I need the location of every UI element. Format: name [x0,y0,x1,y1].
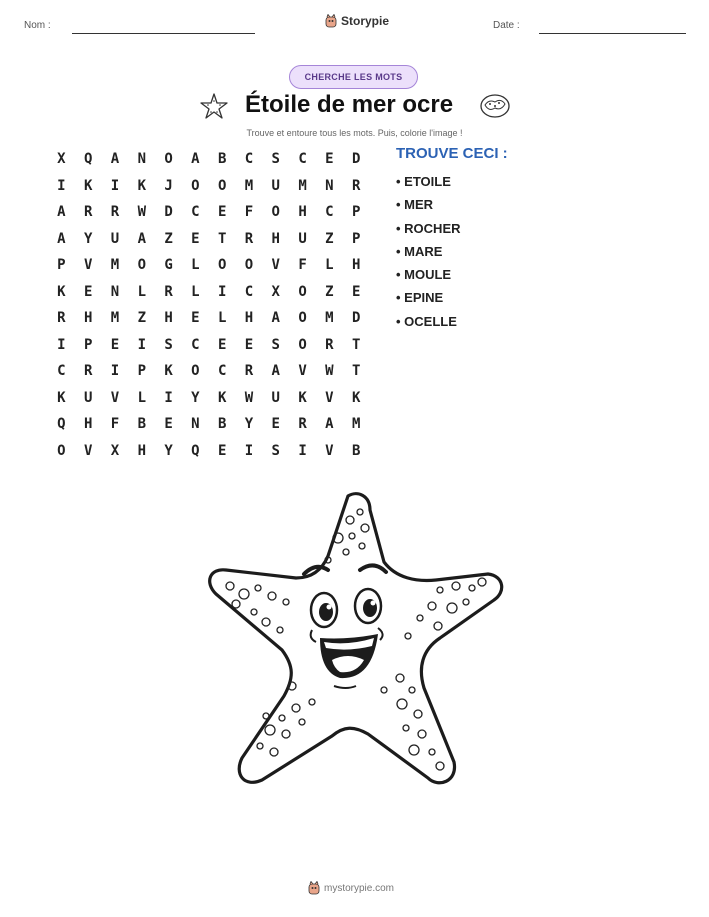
grid-letter[interactable]: T [351,336,361,353]
activity-badge: CHERCHE LES MOTS [289,65,418,89]
grid-letter[interactable]: C [298,151,307,168]
date-label: Date : [493,20,520,31]
grid-letter[interactable]: R [298,416,307,433]
grid-row [48,226,370,253]
grid-letter[interactable]: I [110,363,120,380]
grid-row [48,358,370,385]
grid-letter[interactable]: H [83,310,93,327]
grid-letter[interactable]: W [244,389,254,406]
starfish-coloring-image[interactable] [200,490,510,790]
grid-letter[interactable]: S [271,442,280,459]
grid-row [48,385,370,412]
word-list-item: • ROCHER [396,220,461,236]
grid-letter[interactable]: O [244,257,254,274]
grid-letter[interactable]: H [164,310,173,327]
grid-letter[interactable]: C [217,363,227,380]
grid-letter[interactable]: B [217,416,227,433]
grid-letter[interactable]: P [83,336,93,353]
grid-letter[interactable]: E [191,230,200,247]
grid-letter[interactable]: J [164,177,173,194]
grid-letter[interactable]: E [217,204,227,221]
grid-letter[interactable]: V [83,442,93,459]
word-list-item: • OCELLE [396,313,457,329]
grid-letter[interactable]: R [57,310,66,327]
word-list-item: • EPINE [396,290,444,306]
grid-letter[interactable]: R [351,177,361,194]
grid-letter[interactable]: E [217,336,227,353]
grid-letter[interactable]: R [110,204,120,221]
grid-letter[interactable]: V [83,257,93,274]
grid-letter[interactable]: E [191,310,200,327]
grid-letter[interactable]: O [217,177,227,194]
grid-letter[interactable]: C [191,204,200,221]
grid-letter[interactable]: E [325,151,334,168]
grid-letter[interactable]: E [164,416,173,433]
grid-letter[interactable]: C [244,151,254,168]
grid-letter[interactable]: N [325,177,334,194]
grid-letter[interactable]: H [244,310,254,327]
grid-letter[interactable]: M [110,257,120,274]
grid-letter[interactable]: X [110,442,120,459]
footer [308,881,394,895]
grid-letter[interactable]: C [244,283,254,300]
footer-website: mystorypie.com [324,882,395,894]
word-list-item: • MARE [396,243,443,259]
grid-letter[interactable]: I [57,177,66,194]
grid-letter[interactable]: L [325,257,334,274]
name-line[interactable] [72,33,255,34]
grid-letter[interactable]: U [271,389,280,406]
grid-letter[interactable]: I [244,442,254,459]
grid-letter[interactable]: M [351,416,361,433]
grid-letter[interactable]: F [244,204,254,221]
grid-row [48,252,370,279]
grid-letter[interactable]: V [271,257,280,274]
grid-letter[interactable]: P [137,363,146,380]
grid-letter[interactable]: H [271,230,280,247]
grid-letter[interactable]: K [83,177,93,194]
grid-letter[interactable]: F [298,257,307,274]
grid-row [48,305,370,332]
grid-letter[interactable]: K [57,283,66,300]
grid-letter[interactable]: S [164,336,173,353]
grid-letter[interactable]: E [351,283,361,300]
grid-letter[interactable]: D [351,310,361,327]
grid-letter[interactable]: O [191,177,200,194]
grid-letter[interactable]: I [164,389,173,406]
grid-letter[interactable]: O [298,310,307,327]
instructions: Trouve et entoure tous les mots. Puis, colorie l'image ! [246,128,463,138]
name-label: Nom : [24,20,51,31]
grid-letter[interactable]: U [83,389,93,406]
grid-row [48,173,370,200]
grid-letter[interactable]: O [57,442,66,459]
grid-letter[interactable]: I [57,336,66,353]
grid-letter[interactable]: W [325,363,334,380]
grid-letter[interactable]: E [271,416,280,433]
grid-letter[interactable]: O [191,363,200,380]
grid-letter[interactable]: I [110,177,120,194]
grid-letter[interactable]: F [110,416,120,433]
grid-row [48,411,370,438]
grid-letter[interactable]: I [137,336,146,353]
grid-letter[interactable]: C [191,336,200,353]
grid-letter[interactable]: C [57,363,66,380]
page-title: Étoile de mer ocre [245,91,454,118]
grid-letter[interactable]: E [217,442,227,459]
grid-letter[interactable]: H [351,257,361,274]
grid-letter[interactable]: O [271,204,280,221]
grid-letter[interactable]: B [351,442,361,459]
grid-letter[interactable]: M [110,310,120,327]
grid-letter[interactable]: R [244,230,254,247]
grid-letter[interactable]: O [164,151,173,168]
grid-letter[interactable]: D [351,151,361,168]
grid-letter[interactable]: X [57,151,66,168]
grid-letter[interactable]: H [83,416,93,433]
grid-row [48,199,370,226]
grid-letter[interactable]: V [298,363,307,380]
grid-letter[interactable]: Q [191,442,200,459]
grid-letter[interactable]: A [325,416,334,433]
word-list-item: • MER [396,197,434,213]
grid-letter[interactable]: A [271,310,280,327]
grid-letter[interactable]: M [325,310,334,327]
grid-letter[interactable]: A [191,151,200,168]
grid-letter[interactable]: X [271,283,280,300]
word-list [396,170,461,333]
date-line[interactable] [539,33,686,34]
grid-letter[interactable]: M [298,177,307,194]
grid-letter[interactable]: H [298,204,307,221]
grid-letter[interactable]: S [271,336,280,353]
grid-letter[interactable]: O [298,283,307,300]
grid-letter[interactable]: U [271,177,280,194]
sea-rock-icon [479,93,511,119]
grid-letter[interactable]: V [110,389,120,406]
grid-letter[interactable]: K [164,363,173,380]
grid-letter[interactable]: K [57,389,66,406]
grid-letter[interactable]: C [325,204,334,221]
grid-letter[interactable]: Z [164,230,173,247]
brand-name: Storypie [341,14,390,28]
grid-letter[interactable]: U [110,230,120,247]
grid-letter[interactable]: L [191,257,200,274]
grid-letter[interactable]: A [57,204,66,221]
grid-letter[interactable]: K [137,177,146,194]
grid-letter[interactable]: R [164,283,173,300]
grid-letter[interactable]: K [298,389,307,406]
grid-letter[interactable]: P [57,257,66,274]
grid-letter[interactable]: N [137,151,146,168]
grid-letter[interactable]: U [298,230,307,247]
grid-letter[interactable]: N [110,283,120,300]
grid-letter[interactable]: B [217,151,227,168]
grid-letter[interactable]: P [351,230,361,247]
grid-letter[interactable]: G [164,257,173,274]
grid-letter[interactable]: H [137,442,146,459]
grid-letter[interactable]: N [191,416,200,433]
grid-letter[interactable]: W [137,204,146,221]
grid-letter[interactable]: E [110,336,120,353]
grid-letter[interactable]: R [83,363,93,380]
word-list-title: TROUVE CECI : [396,145,508,162]
grid-letter[interactable]: B [137,416,146,433]
grid-letter[interactable]: Y [164,442,173,459]
word-list-item: • MOULE [396,267,452,283]
grid-letter[interactable]: R [83,204,93,221]
word-list-item: • ETOILE [396,174,451,189]
grid-row [48,146,370,173]
grid-letter[interactable]: Y [83,230,93,247]
grid-letter[interactable]: K [351,389,361,406]
grid-letter[interactable]: V [325,442,334,459]
grid-letter[interactable]: T [217,230,227,247]
grid-letter[interactable]: T [351,363,361,380]
grid-letter[interactable]: I [298,442,307,459]
grid-letter[interactable]: M [244,177,254,194]
grid-letter[interactable]: Q [83,151,93,168]
storypie-logo [325,14,389,28]
storypie-mascot-icon [308,881,320,895]
grid-letter[interactable]: E [244,336,254,353]
grid-letter[interactable]: Z [325,283,334,300]
grid-letter[interactable]: Y [244,416,254,433]
grid-letter[interactable]: O [137,257,146,274]
grid-letter[interactable]: Q [57,416,66,433]
grid-letter[interactable]: O [298,336,307,353]
grid-letter[interactable]: E [83,283,93,300]
grid-letter[interactable]: V [325,389,334,406]
grid-letter[interactable]: P [351,204,361,221]
word-search-grid[interactable] [48,146,370,464]
grid-letter[interactable]: D [164,204,173,221]
grid-letter[interactable]: L [137,283,146,300]
starfish-icon [199,92,229,120]
grid-letter[interactable]: L [217,310,227,327]
grid-letter[interactable]: L [191,283,200,300]
grid-letter[interactable]: L [137,389,146,406]
grid-letter[interactable]: R [325,336,334,353]
grid-letter[interactable]: A [57,230,66,247]
storypie-mascot-icon [325,14,337,28]
grid-letter[interactable]: R [244,363,254,380]
grid-letter[interactable]: Z [137,310,146,327]
grid-letter[interactable]: Y [191,389,200,406]
grid-letter[interactable]: S [271,151,280,168]
grid-letter[interactable]: A [271,363,280,380]
grid-letter[interactable]: A [110,151,120,168]
grid-letter[interactable]: K [217,389,227,406]
grid-letter[interactable]: O [217,257,227,274]
grid-row [48,332,370,359]
grid-row [48,438,370,465]
grid-row [48,279,370,306]
grid-letter[interactable]: Z [325,230,334,247]
grid-letter[interactable]: A [137,230,146,247]
grid-letter[interactable]: I [217,283,227,300]
